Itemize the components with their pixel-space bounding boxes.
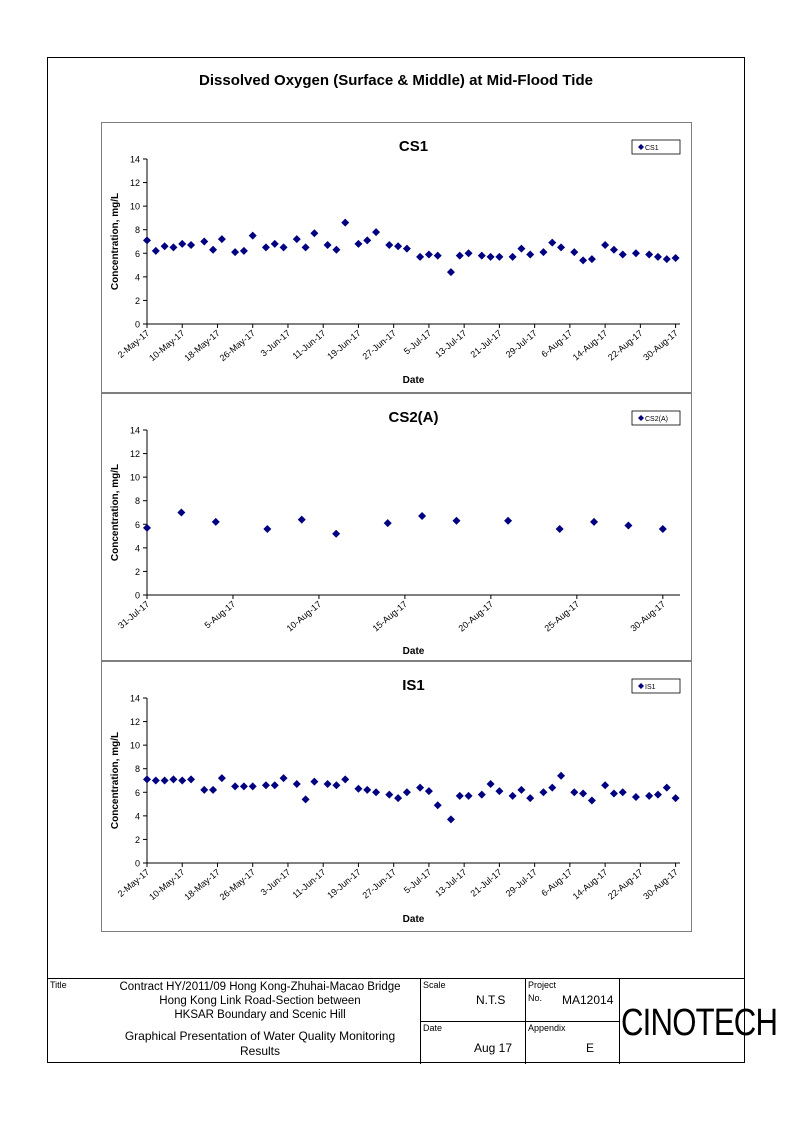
chart-0-data-point bbox=[557, 243, 565, 251]
cinotech-logo: CINOTECH bbox=[621, 1002, 778, 1044]
chart-is1 bbox=[102, 662, 693, 933]
chart-0-legend-label: CS1 bbox=[645, 145, 659, 152]
chart-2-data-point bbox=[434, 801, 442, 809]
chart-0-x-tick-label: 5-Jul-17 bbox=[401, 327, 434, 357]
chart-2-data-point bbox=[403, 788, 411, 796]
chart-2-data-point bbox=[231, 782, 239, 790]
chart-1-data-point bbox=[504, 517, 512, 525]
chart-2-data-point bbox=[478, 791, 486, 799]
tb-title-line-2: Hong Kong Link Road-Section between bbox=[159, 995, 361, 1007]
chart-2-legend-label: IS1 bbox=[645, 684, 656, 691]
chart-0-data-point bbox=[209, 246, 217, 254]
chart-0-y-tick-label: 6 bbox=[134, 248, 140, 259]
chart-2-data-point bbox=[517, 786, 525, 794]
chart-panel-is1 bbox=[101, 661, 692, 932]
chart-0-data-point bbox=[645, 250, 653, 258]
chart-2-data-point bbox=[209, 786, 217, 794]
chart-2-x-tick-label: 30-Aug-17 bbox=[641, 866, 680, 902]
chart-2-x-tick-label: 22-Aug-17 bbox=[606, 866, 645, 902]
chart-1-x-tick-label: 25-Aug-17 bbox=[542, 598, 582, 634]
chart-2-y-tick-label: 10 bbox=[129, 740, 140, 751]
chart-0-data-point bbox=[249, 232, 257, 240]
chart-0-x-tick-label: 21-Jul-17 bbox=[468, 327, 504, 360]
chart-2-data-point bbox=[271, 781, 279, 789]
chart-0-data-point bbox=[240, 247, 248, 255]
chart-0-x-tick-label: 27-Jun-17 bbox=[360, 327, 398, 362]
chart-2-x-tick-label: 27-Jun-17 bbox=[360, 866, 398, 901]
chart-2-data-point bbox=[672, 794, 680, 802]
chart-0-data-point bbox=[610, 246, 618, 254]
chart-2-data-point bbox=[526, 794, 534, 802]
chart-2-x-tick-label: 2-May-17 bbox=[115, 866, 152, 899]
chart-0-data-point bbox=[526, 250, 534, 258]
chart-1-y-tick-label: 14 bbox=[129, 425, 140, 436]
chart-0-data-point bbox=[403, 245, 411, 253]
tb-title-line-3: HKSAR Boundary and Scenic Hill bbox=[174, 1009, 346, 1021]
chart-panel-cs2a bbox=[101, 393, 692, 661]
tb-divider-h bbox=[420, 1021, 620, 1022]
chart-0-x-tick-label: 6-Aug-17 bbox=[539, 327, 575, 360]
chart-1-data-point bbox=[590, 518, 598, 526]
chart-0-y-tick-label: 2 bbox=[134, 295, 140, 306]
chart-2-y-tick-label: 6 bbox=[134, 787, 140, 798]
chart-2-data-point bbox=[539, 788, 547, 796]
chart-2-x-tick-label: 26-May-17 bbox=[217, 866, 258, 903]
chart-1-data-point bbox=[177, 509, 185, 517]
chart-2-y-tick-label: 4 bbox=[134, 811, 140, 822]
chart-2-data-point bbox=[200, 786, 208, 794]
tb-project-label: Project bbox=[528, 980, 557, 990]
tb-date-label: Date bbox=[423, 1023, 443, 1033]
chart-2-data-point bbox=[178, 777, 186, 785]
chart-0-x-tick-label: 10-May-17 bbox=[147, 327, 187, 364]
chart-0-y-axis-label: Concentration, mg/L bbox=[110, 192, 121, 291]
chart-1-y-tick-label: 6 bbox=[134, 519, 140, 530]
chart-2-data-point bbox=[240, 782, 248, 790]
chart-2-data-point bbox=[632, 793, 640, 801]
chart-panel-cs1 bbox=[101, 122, 692, 393]
chart-1-x-tick-label: 10-Aug-17 bbox=[284, 598, 324, 634]
chart-0-data-point bbox=[372, 228, 380, 236]
chart-0-data-point bbox=[416, 253, 424, 261]
chart-1-y-tick-label: 0 bbox=[134, 590, 140, 601]
chart-0-data-point bbox=[548, 239, 556, 247]
chart-2-data-point bbox=[302, 795, 310, 803]
chart-0-data-point bbox=[619, 250, 627, 258]
tb-scale-value: N.T.S bbox=[476, 993, 506, 1007]
chart-1-data-point bbox=[624, 521, 632, 529]
chart-0-x-tick-label: 3-Jun-17 bbox=[258, 327, 293, 359]
chart-2-x-axis-label: Date bbox=[402, 914, 425, 925]
chart-0-x-tick-label: 18-May-17 bbox=[182, 327, 222, 364]
chart-1-data-point bbox=[143, 524, 151, 532]
chart-0-data-point bbox=[218, 235, 226, 243]
chart-1-y-tick-label: 12 bbox=[129, 449, 140, 460]
chart-0-data-point bbox=[434, 252, 442, 260]
chart-2-y-tick-label: 2 bbox=[134, 834, 140, 845]
chart-0-data-point bbox=[363, 236, 371, 244]
chart-2-x-tick-label: 18-May-17 bbox=[182, 866, 222, 903]
chart-0-y-tick-label: 4 bbox=[134, 272, 140, 283]
chart-0-data-point bbox=[161, 242, 169, 250]
chart-1-y-tick-label: 2 bbox=[134, 566, 140, 577]
chart-0-data-point bbox=[570, 248, 578, 256]
chart-cs1 bbox=[102, 123, 693, 394]
page-title: Dissolved Oxygen (Surface & Middle) at Mid-Flood Tide bbox=[199, 72, 593, 89]
chart-0-y-tick-label: 12 bbox=[129, 178, 140, 189]
tb-appendix-label: Appendix bbox=[528, 1023, 566, 1033]
chart-0-y-tick-label: 14 bbox=[129, 154, 140, 165]
chart-1-y-tick-label: 8 bbox=[134, 496, 140, 507]
tb-scale-label: Scale bbox=[423, 980, 446, 990]
chart-0-y-tick-label: 8 bbox=[134, 225, 140, 236]
chart-2-y-tick-label: 0 bbox=[134, 858, 140, 869]
chart-2-data-point bbox=[509, 792, 517, 800]
chart-0-data-point bbox=[425, 250, 433, 258]
chart-1-x-tick-label: 15-Aug-17 bbox=[370, 598, 410, 634]
chart-1-data-point bbox=[418, 512, 426, 520]
chart-1-y-tick-label: 10 bbox=[129, 472, 140, 483]
chart-0-data-point bbox=[447, 268, 455, 276]
chart-1-data-point bbox=[556, 525, 564, 533]
chart-1-y-tick-label: 4 bbox=[134, 543, 140, 554]
chart-0-data-point bbox=[271, 240, 279, 248]
chart-0-data-point bbox=[539, 248, 547, 256]
chart-2-data-point bbox=[187, 775, 195, 783]
chart-0-data-point bbox=[169, 243, 177, 251]
chart-1-data-point bbox=[263, 525, 271, 533]
chart-2-x-tick-label: 29-Jul-17 bbox=[503, 866, 539, 899]
chart-1-data-point bbox=[659, 525, 667, 533]
chart-1-x-tick-label: 30-Aug-17 bbox=[628, 598, 668, 634]
chart-0-x-tick-label: 2-May-17 bbox=[115, 327, 152, 360]
chart-1-data-point bbox=[452, 517, 460, 525]
chart-2-data-point bbox=[645, 792, 653, 800]
chart-2-data-point bbox=[495, 787, 503, 795]
chart-0-data-point bbox=[663, 255, 671, 263]
chart-2-data-point bbox=[588, 797, 596, 805]
tb-date-value: Aug 17 bbox=[474, 1041, 513, 1055]
chart-0-data-point bbox=[310, 229, 318, 237]
chart-0-data-point bbox=[517, 245, 525, 253]
chart-2-x-tick-label: 19-Jun-17 bbox=[325, 866, 363, 901]
chart-0-data-point bbox=[354, 240, 362, 248]
chart-2-data-point bbox=[385, 791, 393, 799]
chart-1-x-tick-label: 5-Aug-17 bbox=[202, 598, 238, 631]
chart-2-data-point bbox=[456, 792, 464, 800]
chart-1-legend-label: CS2(A) bbox=[645, 416, 668, 423]
chart-2-data-point bbox=[152, 777, 160, 785]
chart-2-data-point bbox=[341, 775, 349, 783]
chart-2-data-point bbox=[610, 789, 618, 797]
tb-border-top bbox=[47, 978, 745, 979]
chart-2-data-point bbox=[487, 780, 495, 788]
chart-0-x-axis-label: Date bbox=[402, 375, 425, 386]
chart-2-data-point bbox=[601, 781, 609, 789]
chart-0-data-point bbox=[293, 235, 301, 243]
chart-0-data-point bbox=[456, 252, 464, 260]
chart-2-data-point bbox=[363, 786, 371, 794]
tb-project-no-label: No. bbox=[528, 993, 543, 1003]
chart-2-data-point bbox=[416, 784, 424, 792]
chart-2-title: IS1 bbox=[402, 677, 425, 694]
chart-0-data-point bbox=[601, 241, 609, 249]
chart-2-data-point bbox=[293, 780, 301, 788]
chart-1-x-tick-label: 20-Aug-17 bbox=[456, 598, 496, 634]
chart-0-y-tick-label: 10 bbox=[129, 201, 140, 212]
chart-0-data-point bbox=[152, 247, 160, 255]
chart-1-data-point bbox=[298, 516, 306, 524]
chart-0-x-tick-label: 11-Jun-17 bbox=[290, 327, 328, 362]
chart-0-data-point bbox=[302, 243, 310, 251]
chart-2-data-point bbox=[169, 775, 177, 783]
chart-2-data-point bbox=[262, 781, 270, 789]
chart-2-data-point bbox=[465, 792, 473, 800]
chart-0-data-point bbox=[385, 241, 393, 249]
chart-0-title: CS1 bbox=[398, 138, 429, 155]
chart-0-data-point bbox=[465, 249, 473, 257]
chart-0-data-point bbox=[341, 219, 349, 227]
tb-subtitle-line-1: Graphical Presentation of Water Quality Monitoring bbox=[124, 1029, 396, 1043]
chart-0-x-tick-label: 13-Jul-17 bbox=[433, 327, 469, 360]
chart-0-data-point bbox=[262, 243, 270, 251]
chart-2-data-point bbox=[161, 777, 169, 785]
chart-2-data-point bbox=[324, 780, 332, 788]
chart-0-data-point bbox=[143, 236, 151, 244]
chart-0-data-point bbox=[495, 253, 503, 261]
chart-2-x-tick-label: 13-Jul-17 bbox=[433, 866, 469, 899]
chart-0-x-tick-label: 14-Aug-17 bbox=[570, 327, 610, 363]
chart-0-data-point bbox=[178, 240, 186, 248]
chart-0-data-point bbox=[394, 242, 402, 250]
chart-0-data-point bbox=[487, 253, 495, 261]
chart-2-data-point bbox=[372, 788, 380, 796]
chart-2-data-point bbox=[394, 794, 402, 802]
chart-2-data-point bbox=[425, 787, 433, 795]
chart-0-data-point bbox=[509, 253, 517, 261]
chart-cs2a bbox=[102, 394, 693, 662]
chart-0-data-point bbox=[672, 254, 680, 262]
chart-0-data-point bbox=[324, 241, 332, 249]
tb-title-line-1: Contract HY/2011/09 Hong Kong-Zhuhai-Macao Bridge bbox=[119, 981, 401, 993]
chart-2-data-point bbox=[143, 775, 151, 783]
chart-2-data-point bbox=[570, 788, 578, 796]
chart-2-data-point bbox=[310, 778, 318, 786]
tb-subtitle-line-2: Results bbox=[239, 1044, 280, 1058]
chart-0-x-tick-label: 29-Jul-17 bbox=[503, 327, 539, 360]
chart-1-data-point bbox=[212, 518, 220, 526]
chart-2-data-point bbox=[619, 788, 627, 796]
chart-1-x-axis-label: Date bbox=[402, 646, 425, 657]
chart-0-data-point bbox=[280, 243, 288, 251]
chart-2-x-tick-label: 21-Jul-17 bbox=[468, 866, 504, 899]
chart-2-data-point bbox=[579, 789, 587, 797]
tb-title-label: Title bbox=[50, 980, 67, 990]
chart-0-data-point bbox=[478, 252, 486, 260]
chart-2-data-point bbox=[557, 772, 565, 780]
chart-2-x-tick-label: 3-Jun-17 bbox=[258, 866, 293, 898]
chart-2-data-point bbox=[354, 785, 362, 793]
chart-2-data-point bbox=[280, 774, 288, 782]
chart-2-x-tick-label: 14-Aug-17 bbox=[570, 866, 610, 902]
chart-0-data-point bbox=[588, 255, 596, 263]
chart-0-data-point bbox=[632, 249, 640, 257]
chart-2-data-point bbox=[218, 774, 226, 782]
chart-2-y-tick-label: 12 bbox=[129, 717, 140, 728]
chart-2-data-point bbox=[249, 782, 257, 790]
chart-2-x-tick-label: 10-May-17 bbox=[147, 866, 187, 903]
chart-2-x-tick-label: 5-Jul-17 bbox=[401, 866, 434, 896]
chart-0-x-tick-label: 22-Aug-17 bbox=[606, 327, 645, 363]
chart-2-y-tick-label: 8 bbox=[134, 764, 140, 775]
chart-2-x-tick-label: 11-Jun-17 bbox=[290, 866, 328, 901]
chart-1-x-tick-label: 31-Jul-17 bbox=[116, 598, 152, 631]
chart-1-data-point bbox=[332, 530, 340, 538]
chart-2-data-point bbox=[332, 781, 340, 789]
tb-project-no: MA12014 bbox=[562, 993, 614, 1007]
chart-1-title: CS2(A) bbox=[388, 409, 439, 426]
chart-1-y-axis-label: Concentration, mg/L bbox=[110, 463, 121, 562]
chart-0-y-tick-label: 0 bbox=[134, 319, 140, 330]
chart-0-data-point bbox=[579, 256, 587, 264]
chart-2-y-tick-label: 14 bbox=[129, 693, 140, 704]
chart-0-data-point bbox=[654, 253, 662, 261]
chart-2-data-point bbox=[548, 784, 556, 792]
chart-0-x-tick-label: 19-Jun-17 bbox=[325, 327, 363, 362]
chart-0-data-point bbox=[200, 238, 208, 246]
chart-1-data-point bbox=[384, 519, 392, 527]
chart-2-data-point bbox=[447, 815, 455, 823]
chart-0-x-tick-label: 30-Aug-17 bbox=[641, 327, 680, 363]
chart-0-data-point bbox=[231, 248, 239, 256]
chart-0-data-point bbox=[187, 241, 195, 249]
chart-2-y-axis-label: Concentration, mg/L bbox=[110, 731, 121, 830]
tb-appendix-value: E bbox=[586, 1041, 595, 1055]
chart-0-x-tick-label: 26-May-17 bbox=[217, 327, 258, 364]
chart-2-data-point bbox=[663, 784, 671, 792]
chart-2-data-point bbox=[654, 791, 662, 799]
chart-2-x-tick-label: 6-Aug-17 bbox=[539, 866, 575, 899]
chart-0-data-point bbox=[332, 246, 340, 254]
